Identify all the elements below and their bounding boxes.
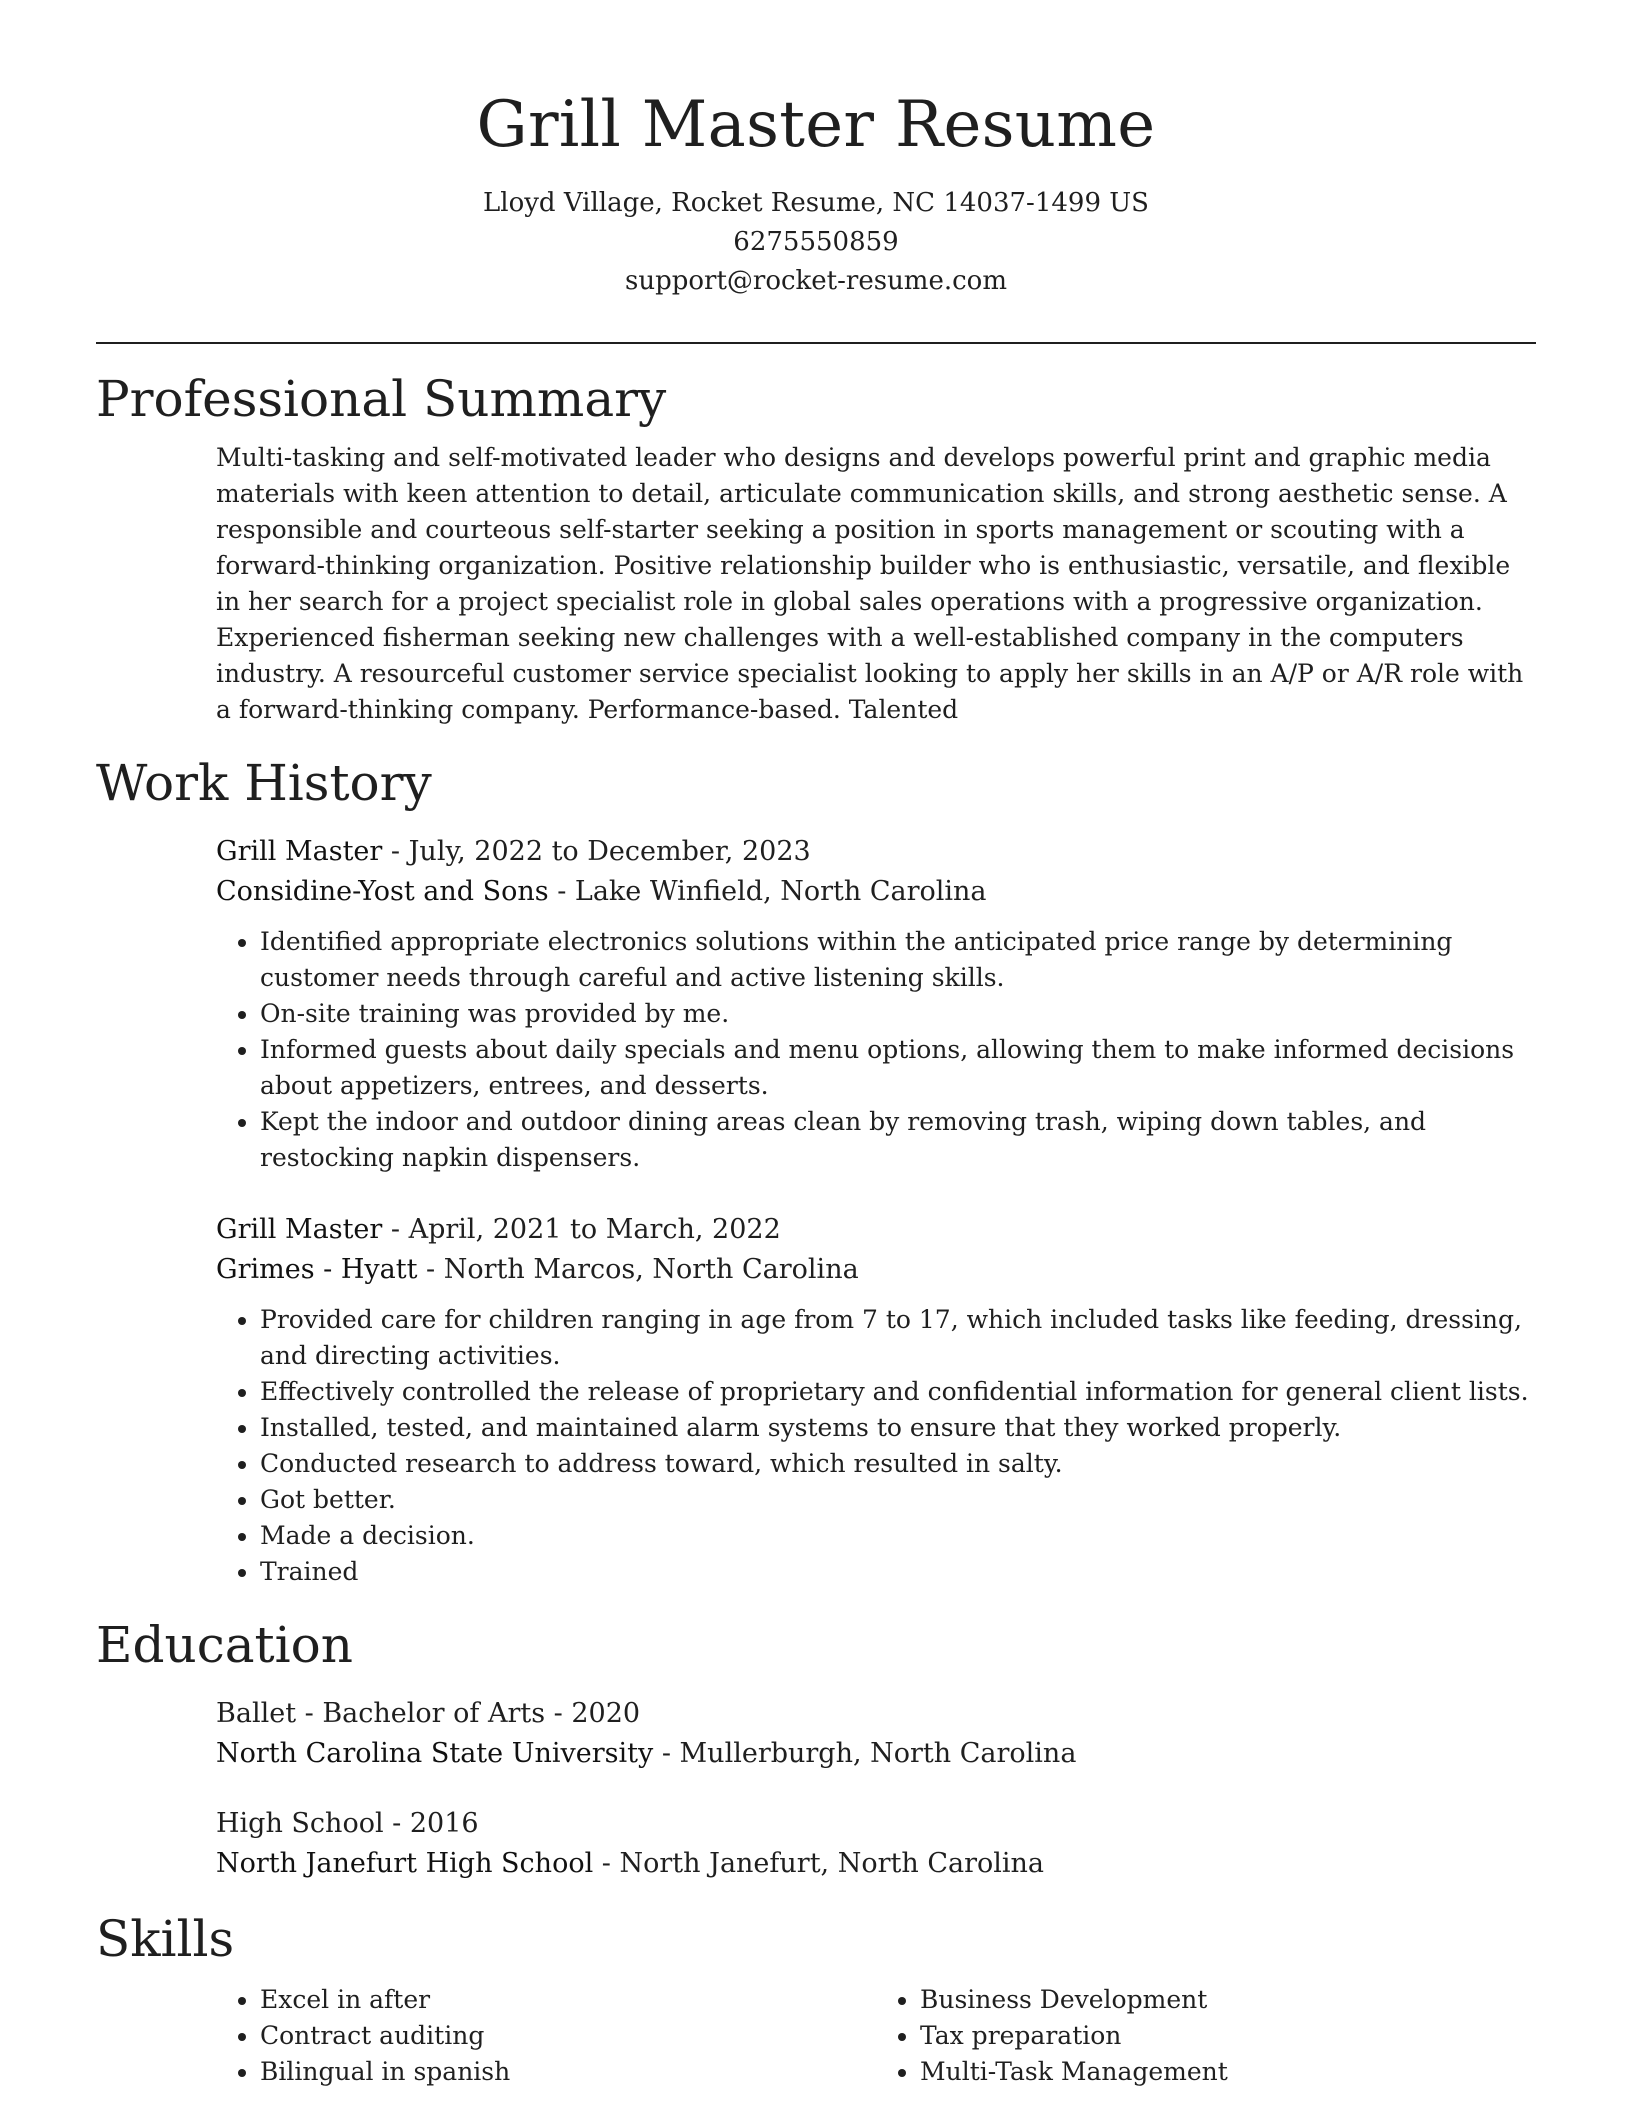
education-degree: High School - 2016 <box>216 1808 479 1839</box>
separator: - <box>382 1214 409 1245</box>
skills-column-left <box>216 1982 876 2090</box>
job-company: Considine-Yost and Sons <box>216 876 549 907</box>
summary-body <box>216 440 1536 728</box>
resume-page <box>96 0 1536 2090</box>
job-title: Grill Master <box>216 836 383 867</box>
education-title: Education <box>96 1616 353 1674</box>
job-location: North Marcos, North Carolina <box>443 1254 859 1285</box>
education-location: Mullerburgh, North Carolina <box>679 1738 1077 1769</box>
job-bullets <box>216 924 1536 1176</box>
summary-title: Professional Summary <box>96 370 667 428</box>
separator: - <box>382 836 409 867</box>
work-title: Work History <box>96 754 432 812</box>
job-bullet: • Provided care for children ranging in age from 7 to 17, which included tasks like feeding, dressing, and directing activities. <box>260 1302 1536 1374</box>
skill-item: • Bilingual in spanish <box>260 2054 876 2090</box>
education-school: North Janefurt High School <box>216 1848 594 1879</box>
job-bullet: • Got better. <box>260 1482 1536 1518</box>
job-bullet: • Identified appropriate electronics solutions within the anticipated price range by determining customer needs through careful and active listening skills. <box>260 924 1536 996</box>
job-entry <box>216 1210 1536 1590</box>
contact-email: support@rocket-resume.com <box>624 266 1007 296</box>
job-bullet: • Trained <box>260 1554 1536 1590</box>
skills-grid <box>216 1982 1536 2090</box>
job-dates: April, 2021 to March, 2022 <box>408 1214 781 1245</box>
job-title-line <box>216 1210 1536 1250</box>
job-dates: July, 2022 to December, 2023 <box>408 836 811 867</box>
skills-title: Skills <box>96 1910 235 1968</box>
header-divider <box>96 342 1536 344</box>
separator: - <box>417 1254 444 1285</box>
education-school-line <box>216 1734 1536 1774</box>
job-bullet: • Kept the indoor and outdoor dining areas clean by removing trash, wiping down tables, and restocking napkin dispensers. <box>260 1104 1536 1176</box>
education-entry <box>216 1694 1536 1774</box>
education-school-line <box>216 1844 1536 1884</box>
skills-body <box>216 1982 1536 2090</box>
work-body <box>216 832 1536 1590</box>
job-bullet: • Informed guests about daily specials and menu options, allowing them to make informed decisions about appetizers, entrees, and desserts. <box>260 1032 1536 1104</box>
education-location: North Janefurt, North Carolina <box>619 1848 1045 1879</box>
job-company: Grimes - Hyatt <box>216 1254 418 1285</box>
education-degree: Ballet - Bachelor of Arts - 2020 <box>216 1698 641 1729</box>
separator: - <box>653 1738 680 1769</box>
job-company-line <box>216 1250 1536 1290</box>
job-bullet: • Made a decision. <box>260 1518 1536 1554</box>
skill-item: • Tax preparation <box>920 2018 1536 2054</box>
skill-item: • Business Development <box>920 1982 1536 2018</box>
skill-item: • Excel in after <box>260 1982 876 2018</box>
work-section <box>96 750 1536 1590</box>
summary-section <box>96 366 1536 728</box>
skill-item: • Multi-Task Management <box>920 2054 1536 2090</box>
skill-item: • Contract auditing <box>260 2018 876 2054</box>
job-bullets <box>216 1302 1536 1590</box>
job-title-line <box>216 832 1536 872</box>
job-company-line <box>216 872 1536 912</box>
job-title: Grill Master <box>216 1214 383 1245</box>
education-school: North Carolina State University <box>216 1738 654 1769</box>
resume-name: Grill Master Resume <box>476 88 1156 162</box>
job-bullet: • On-site training was provided by me. <box>260 996 1536 1032</box>
summary-text: Multi-tasking and self-motivated leader who designs and develops powerful print and graphic media materials with keen attention to detail, articulate communication skills, and strong aesthetic sense. A responsible and courteous self-starter seeking a position in sports management or scouting with a forward-thinking organization. Positive relationship builder who is enthusiastic, versatile, and flexible in her search for a project specialist role in global sales operations with a progressive organization. Experienced fisherman seeking new challenges with a well-established company in the computers industry. A resourceful customer service specialist looking to apply her skills in an A/P or A/R role with a forward-thinking company. Performance-based. Talented <box>216 443 1524 724</box>
job-entry <box>216 832 1536 1176</box>
contact-address: Lloyd Village, Rocket Resume, NC 14037-1499 US <box>483 188 1149 218</box>
education-body <box>216 1694 1536 1884</box>
job-bullet: • Installed, tested, and maintained alarm systems to ensure that they worked properly. <box>260 1410 1536 1446</box>
skills-section <box>96 1906 1536 2090</box>
job-bullet: • Conducted research to address toward, which resulted in salty. <box>260 1446 1536 1482</box>
education-entry <box>216 1804 1536 1884</box>
job-bullet: • Effectively controlled the release of proprietary and confidential information for general client lists. <box>260 1374 1536 1410</box>
education-section <box>96 1612 1536 1884</box>
separator: - <box>548 876 575 907</box>
resume-header <box>96 0 1536 301</box>
skills-column-right <box>876 1982 1536 2090</box>
separator: - <box>593 1848 620 1879</box>
job-location: Lake Winfield, North Carolina <box>574 876 987 907</box>
contact-phone: 6275550859 <box>733 227 899 257</box>
